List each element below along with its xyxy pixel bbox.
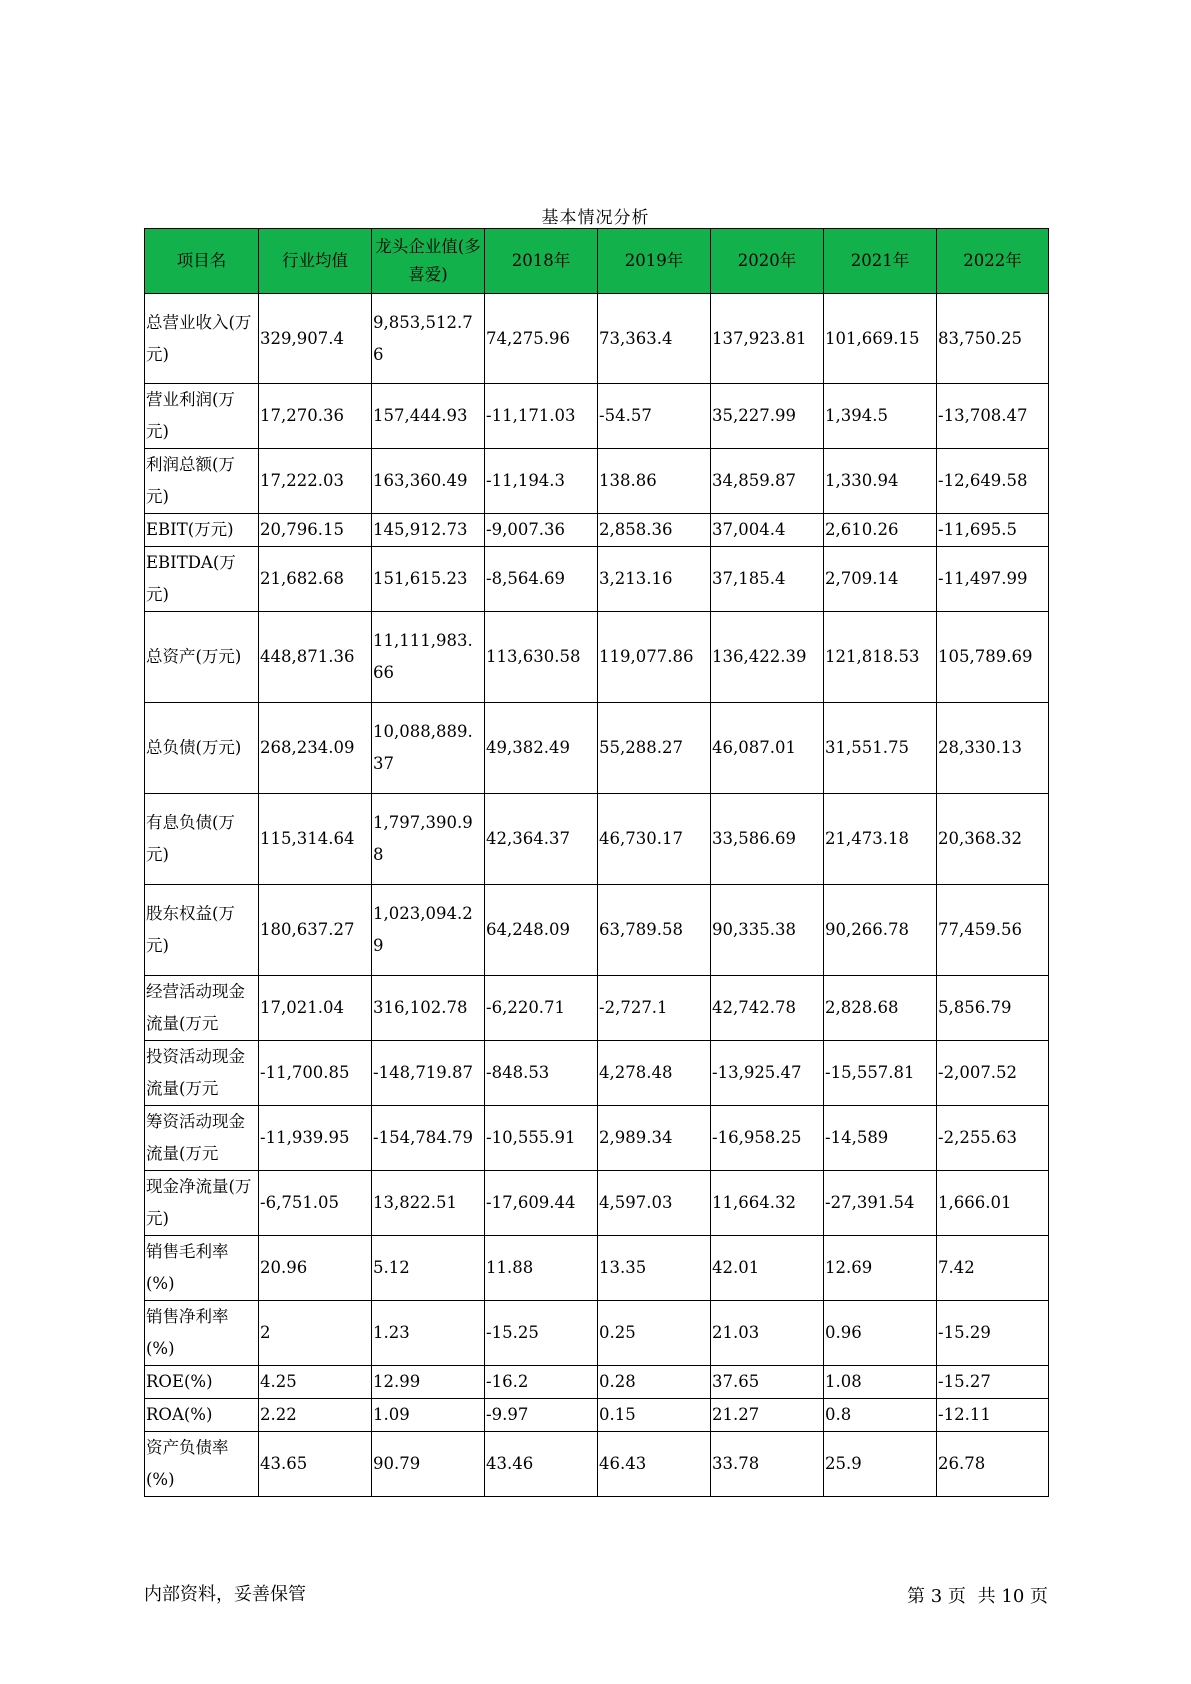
table-cell: 42,364.37 <box>485 794 598 885</box>
row-label: ROE(%) <box>145 1366 259 1399</box>
row-label: 经营活动现金流量(万元 <box>145 976 259 1041</box>
table-row <box>145 976 1049 1041</box>
table-cell: 1.09 <box>372 1399 485 1432</box>
table-cell: 5.12 <box>372 1236 485 1301</box>
table-cell: 12.69 <box>824 1236 937 1301</box>
table-cell: 37,185.4 <box>711 547 824 612</box>
table-cell: -15.29 <box>937 1301 1049 1366</box>
table-cell: 42,742.78 <box>711 976 824 1041</box>
table-cell: 11,664.32 <box>711 1171 824 1236</box>
table-cell: 1.23 <box>372 1301 485 1366</box>
row-label: 营业利润(万元) <box>145 384 259 449</box>
table-cell: 448,871.36 <box>259 612 372 703</box>
table-cell: 121,818.53 <box>824 612 937 703</box>
header-cell: 2022年 <box>937 229 1049 294</box>
table-row <box>145 885 1049 976</box>
row-label: 筹资活动现金流量(万元 <box>145 1106 259 1171</box>
table-cell: 4.25 <box>259 1366 372 1399</box>
table-row <box>145 1432 1049 1497</box>
table-cell: -11,171.03 <box>485 384 598 449</box>
table-cell: 1,330.94 <box>824 449 937 514</box>
table-cell: 329,907.4 <box>259 294 372 384</box>
table-cell: 0.8 <box>824 1399 937 1432</box>
table-row <box>145 1171 1049 1236</box>
table-cell: 180,637.27 <box>259 885 372 976</box>
table-cell: 21.03 <box>711 1301 824 1366</box>
row-label: 总负债(万元) <box>145 703 259 794</box>
table-cell: 26.78 <box>937 1432 1049 1497</box>
table-cell: 12.99 <box>372 1366 485 1399</box>
row-label: 资产负债率(%) <box>145 1432 259 1497</box>
header-cell: 2021年 <box>824 229 937 294</box>
table-cell: 49,382.49 <box>485 703 598 794</box>
table-cell: 2,709.14 <box>824 547 937 612</box>
table-cell: 28,330.13 <box>937 703 1049 794</box>
table-cell: 5,856.79 <box>937 976 1049 1041</box>
row-label: 销售净利率(%) <box>145 1301 259 1366</box>
table-cell: 20,796.15 <box>259 514 372 547</box>
row-label: 投资活动现金流量(万元 <box>145 1041 259 1106</box>
table-cell: 1,797,390.98 <box>372 794 485 885</box>
table-row <box>145 1399 1049 1432</box>
header-cell: 2019年 <box>598 229 711 294</box>
table-body <box>145 294 1049 1497</box>
table-cell: 90,335.38 <box>711 885 824 976</box>
table-cell: -2,255.63 <box>937 1106 1049 1171</box>
table-cell: -15.27 <box>937 1366 1049 1399</box>
table-row <box>145 449 1049 514</box>
table-cell: 21,682.68 <box>259 547 372 612</box>
table-cell: 0.96 <box>824 1301 937 1366</box>
table-row <box>145 612 1049 703</box>
table-cell: 90.79 <box>372 1432 485 1497</box>
table-cell: 43.65 <box>259 1432 372 1497</box>
table-cell: 10,088,889.37 <box>372 703 485 794</box>
table-cell: 163,360.49 <box>372 449 485 514</box>
table-cell: 73,363.4 <box>598 294 711 384</box>
page-number: 第 3 页 <box>907 1586 966 1607</box>
table-cell: 13.35 <box>598 1236 711 1301</box>
header-cell: 龙头企业值(多喜爱) <box>372 229 485 294</box>
table-header-row <box>145 229 1049 294</box>
footer-page-info <box>901 1582 1048 1608</box>
table-row <box>145 1301 1049 1366</box>
table-cell: -11,700.85 <box>259 1041 372 1106</box>
row-label: ROA(%) <box>145 1399 259 1432</box>
row-label: EBIT(万元) <box>145 514 259 547</box>
table-row <box>145 1236 1049 1301</box>
table-cell: 1,023,094.29 <box>372 885 485 976</box>
table-cell: 1.08 <box>824 1366 937 1399</box>
table-cell: -10,555.91 <box>485 1106 598 1171</box>
table-cell: -13,925.47 <box>711 1041 824 1106</box>
table-cell: 2 <box>259 1301 372 1366</box>
table-cell: 4,278.48 <box>598 1041 711 1106</box>
table-cell: 2.22 <box>259 1399 372 1432</box>
table-cell: 37,004.4 <box>711 514 824 547</box>
table-cell: 63,789.58 <box>598 885 711 976</box>
table-cell: -8,564.69 <box>485 547 598 612</box>
table-cell: 268,234.09 <box>259 703 372 794</box>
table-cell: 46,087.01 <box>711 703 824 794</box>
table-cell: 11,111,983.66 <box>372 612 485 703</box>
row-label: 现金净流量(万元) <box>145 1171 259 1236</box>
table-cell: 34,859.87 <box>711 449 824 514</box>
table-row <box>145 384 1049 449</box>
header-cell: 2020年 <box>711 229 824 294</box>
table-cell: 11.88 <box>485 1236 598 1301</box>
table-cell: 1,666.01 <box>937 1171 1049 1236</box>
row-label: 有息负债(万元) <box>145 794 259 885</box>
table-cell: -2,007.52 <box>937 1041 1049 1106</box>
table-cell: -14,589 <box>824 1106 937 1171</box>
table-cell: -848.53 <box>485 1041 598 1106</box>
row-label: 销售毛利率(%) <box>145 1236 259 1301</box>
table-cell: 138.86 <box>598 449 711 514</box>
row-label: 股东权益(万元) <box>145 885 259 976</box>
table-cell: -16.2 <box>485 1366 598 1399</box>
table-row <box>145 703 1049 794</box>
table-cell: -2,727.1 <box>598 976 711 1041</box>
table-cell: -154,784.79 <box>372 1106 485 1171</box>
table-row <box>145 547 1049 612</box>
table-cell: 4,597.03 <box>598 1171 711 1236</box>
table-cell: 9,853,512.76 <box>372 294 485 384</box>
financial-table <box>144 228 1049 1497</box>
table-row <box>145 1366 1049 1399</box>
table-cell: 2,610.26 <box>824 514 937 547</box>
table-cell: -12.11 <box>937 1399 1049 1432</box>
table-cell: 83,750.25 <box>937 294 1049 384</box>
table-row <box>145 294 1049 384</box>
table-cell: -11,194.3 <box>485 449 598 514</box>
table-cell: -148,719.87 <box>372 1041 485 1106</box>
table-cell: 7.42 <box>937 1236 1049 1301</box>
table-cell: -9.97 <box>485 1399 598 1432</box>
table-cell: 46,730.17 <box>598 794 711 885</box>
table-cell: 115,314.64 <box>259 794 372 885</box>
table-cell: 21.27 <box>711 1399 824 1432</box>
table-cell: 31,551.75 <box>824 703 937 794</box>
table-cell: 113,630.58 <box>485 612 598 703</box>
table-cell: 21,473.18 <box>824 794 937 885</box>
page-total: 共 10 页 <box>977 1586 1048 1607</box>
table-cell: 17,270.36 <box>259 384 372 449</box>
table-cell: 145,912.73 <box>372 514 485 547</box>
table-cell: -11,939.95 <box>259 1106 372 1171</box>
table-cell: -6,751.05 <box>259 1171 372 1236</box>
table-cell: 0.25 <box>598 1301 711 1366</box>
table-cell: 46.43 <box>598 1432 711 1497</box>
table-row <box>145 514 1049 547</box>
table-cell: -9,007.36 <box>485 514 598 547</box>
table-cell: 316,102.78 <box>372 976 485 1041</box>
table-cell: 77,459.56 <box>937 885 1049 976</box>
row-label: EBITDA(万元) <box>145 547 259 612</box>
table-row <box>145 794 1049 885</box>
table-row <box>145 1106 1049 1171</box>
table-cell: 37.65 <box>711 1366 824 1399</box>
row-label: 利润总额(万元) <box>145 449 259 514</box>
table-cell: 151,615.23 <box>372 547 485 612</box>
header-cell: 2018年 <box>485 229 598 294</box>
table-cell: 0.28 <box>598 1366 711 1399</box>
table-cell: 119,077.86 <box>598 612 711 703</box>
table-cell: 43.46 <box>485 1432 598 1497</box>
table-cell: 3,213.16 <box>598 547 711 612</box>
table-cell: -12,649.58 <box>937 449 1049 514</box>
table-cell: 20,368.32 <box>937 794 1049 885</box>
header-cell: 项目名 <box>145 229 259 294</box>
table-cell: 137,923.81 <box>711 294 824 384</box>
table-cell: -11,497.99 <box>937 547 1049 612</box>
table-cell: 20.96 <box>259 1236 372 1301</box>
row-label: 总营业收入(万元) <box>145 294 259 384</box>
row-label: 总资产(万元) <box>145 612 259 703</box>
table-cell: 136,422.39 <box>711 612 824 703</box>
table-cell: 101,669.15 <box>824 294 937 384</box>
table-cell: 13,822.51 <box>372 1171 485 1236</box>
table-cell: 17,021.04 <box>259 976 372 1041</box>
table-row <box>145 1041 1049 1106</box>
table-cell: 157,444.93 <box>372 384 485 449</box>
table-cell: 64,248.09 <box>485 885 598 976</box>
table-cell: 33,586.69 <box>711 794 824 885</box>
table-cell: 42.01 <box>711 1236 824 1301</box>
table-cell: -15.25 <box>485 1301 598 1366</box>
table-cell: 2,828.68 <box>824 976 937 1041</box>
table-cell: -17,609.44 <box>485 1171 598 1236</box>
table-cell: 0.15 <box>598 1399 711 1432</box>
table-cell: -54.57 <box>598 384 711 449</box>
table-cell: -15,557.81 <box>824 1041 937 1106</box>
header-cell: 行业均值 <box>259 229 372 294</box>
table-cell: -27,391.54 <box>824 1171 937 1236</box>
table-cell: 90,266.78 <box>824 885 937 976</box>
table-cell: 105,789.69 <box>937 612 1049 703</box>
page-title: 基本情况分析 <box>541 208 650 228</box>
table-cell: 2,989.34 <box>598 1106 711 1171</box>
table-cell: 25.9 <box>824 1432 937 1497</box>
table-cell: 17,222.03 <box>259 449 372 514</box>
table-cell: -16,958.25 <box>711 1106 824 1171</box>
table-cell: 33.78 <box>711 1432 824 1497</box>
table-cell: 1,394.5 <box>824 384 937 449</box>
table-cell: 2,858.36 <box>598 514 711 547</box>
table-cell: 55,288.27 <box>598 703 711 794</box>
table-cell: 74,275.96 <box>485 294 598 384</box>
footer-confidential-note: 内部资料，妥善保管 <box>144 1584 306 1605</box>
table-cell: -6,220.71 <box>485 976 598 1041</box>
table-cell: 35,227.99 <box>711 384 824 449</box>
table-cell: -13,708.47 <box>937 384 1049 449</box>
table-cell: -11,695.5 <box>937 514 1049 547</box>
